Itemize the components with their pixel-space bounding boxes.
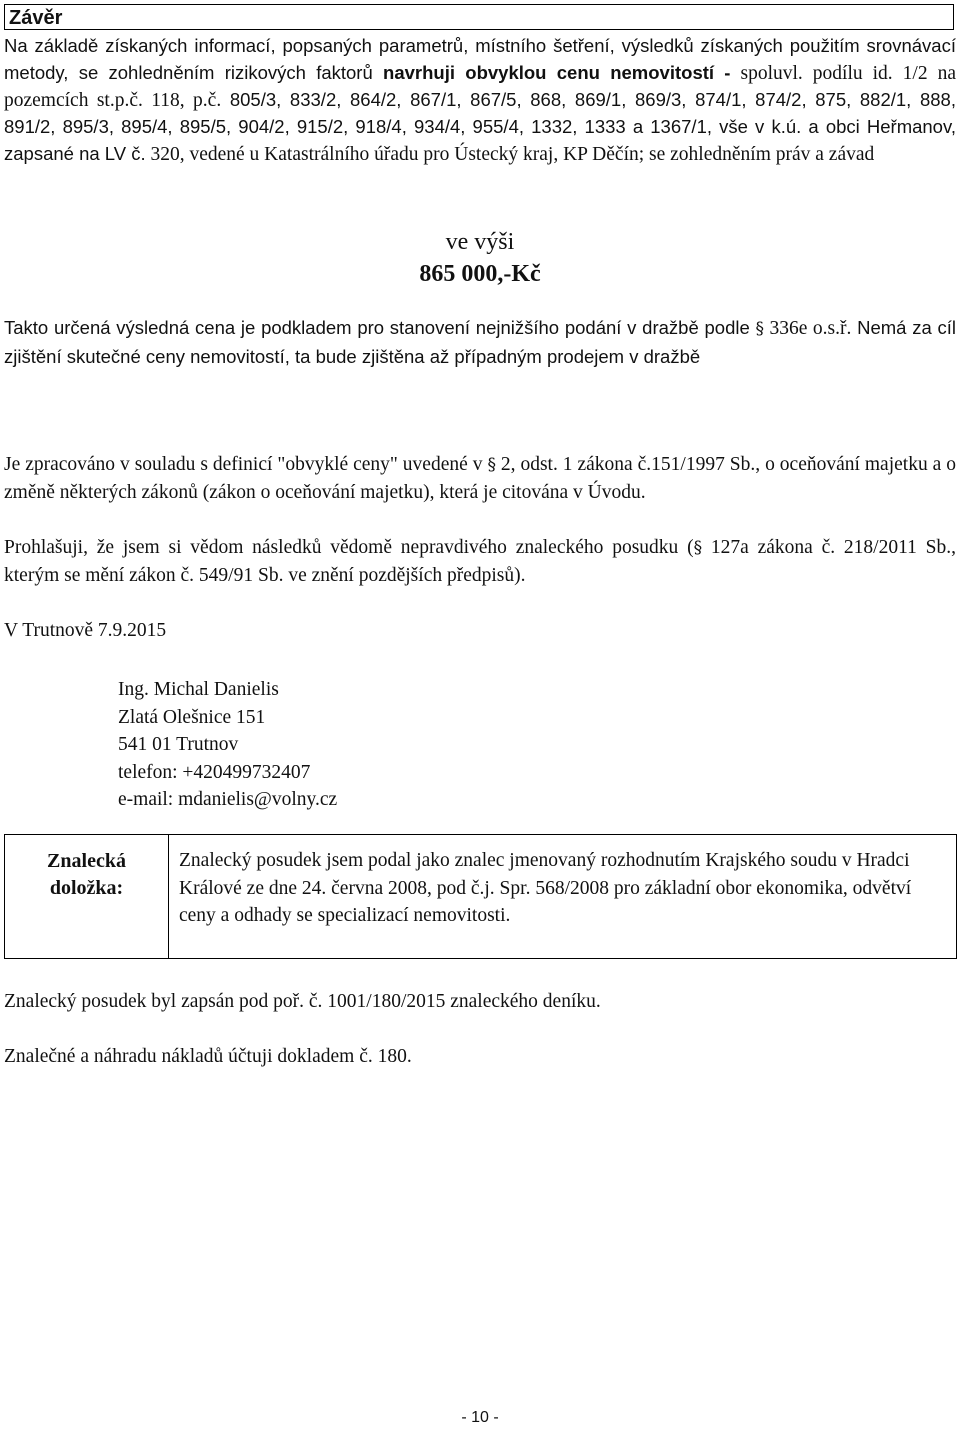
signature-street: Zlatá Olešnice 151 — [118, 706, 266, 728]
clause-label-line-1: Znalecká — [47, 850, 126, 872]
law-paragraph — [4, 451, 956, 506]
valuation-label: ve výši — [445, 229, 515, 255]
result-text-1: Takto určená výsledná cena je podkladem pro stanovení nejnižšího podání v dražbě podle — [4, 317, 756, 338]
place-date: V Trutnově 7.9.2015 — [4, 620, 167, 641]
section-sign: § — [755, 319, 765, 339]
valuation-amount: 865 000,-Kč — [419, 261, 541, 287]
signature-phone: telefon: +420499732407 — [118, 761, 311, 783]
valuation-block — [0, 226, 960, 290]
result-text-2: 336e o.s.ř. — [764, 318, 852, 339]
section-sign: § — [693, 538, 703, 558]
clause-label-line-2: doložka: — [49, 877, 124, 899]
conclusion-paragraph — [4, 33, 956, 168]
law-text-2: 2, odst. 1 zákona č.151/1997 Sb., o oceňování majetku a o změně některých zákonů (zákon o oceňování majetku), která je citována v Úvodu. — [4, 454, 956, 503]
result-text-3: Nemá za cíl zjištění skutečné ceny nemovitostí, ta bude zjištěna až případným prodejem v dražbě — [4, 317, 956, 367]
declaration-text-1: Prohlašuji, že jsem si vědom následků vědomě nepravdivého znaleckého posudku ( — [4, 537, 694, 558]
expert-clause-label — [5, 835, 169, 958]
intro-text-1: Na základě získaných informací, popsaných parametrů, místního šetření, výsledků získaných použitím srovnávací metody, se zohledněním rizikových faktorů — [4, 35, 956, 83]
signature-block — [118, 676, 337, 814]
expert-clause-text: Znalecký posudek jsem podal jako znalec jmenovaný rozhodnutím Krajského soudu v Hradci Králové ze dne 24. června 2008, pod č.j. Spr. 568/2008 pro základní obor ekonomika, odvětví ceny a odhady se specializací nemovitosti. — [179, 850, 912, 926]
section-heading: Závěr — [4, 4, 954, 30]
intro-text-3: 805/3, 833/2, 864/2, 867/1, 867/5, 868, 869/1, 869/3, 874/1, 874/2, 875, 882/1, 888, 891/2, 895/3, 895/4, 895/5, 904/2, 915/2, 918/4, 934/4, 955/4, 1332, 1333 a 1367/1, vše v k.ú. a obci Heřmanov, zapsané na LV č. — [4, 89, 956, 164]
declaration-text-2: 127a zákona č. 218/2011 Sb., kterým se mění zákon č. 549/91 Sb. ve znění pozdějších předpisů). — [4, 537, 956, 586]
intro-text-4: 320, vedené u Katastrálního úřadu pro Ústecký kraj, KP Děčín; se zohledněním práv a závad — [145, 144, 875, 165]
fee-note: Znalečné a náhradu nákladů účtuji dokladem č. 180. — [4, 1046, 412, 1067]
intro-text-2: spoluvl. podílu id. 1/2 na pozemcích st.p.č. 118, p.č. — [4, 63, 957, 111]
signature-city: 541 01 Trutnov — [118, 734, 239, 755]
section-sign: § — [487, 455, 496, 475]
result-paragraph — [4, 314, 956, 371]
signature-email: e-mail: mdanielis@volny.cz — [118, 789, 338, 810]
expert-clause-box — [4, 834, 957, 959]
intro-bold-proposal: navrhuji obvyklou cenu nemovitostí - — [383, 62, 731, 83]
signature-name: Ing. Michal Danielis — [118, 679, 279, 700]
declaration-paragraph — [4, 534, 956, 589]
law-text-1: Je zpracováno v souladu s definicí "obvyklé ceny" uvedené v — [4, 454, 488, 475]
page-number: - 10 - — [461, 1409, 499, 1426]
registry-note: Znalecký posudek byl zapsán pod poř. č. 1001/180/2015 znaleckého deníku. — [4, 991, 601, 1012]
